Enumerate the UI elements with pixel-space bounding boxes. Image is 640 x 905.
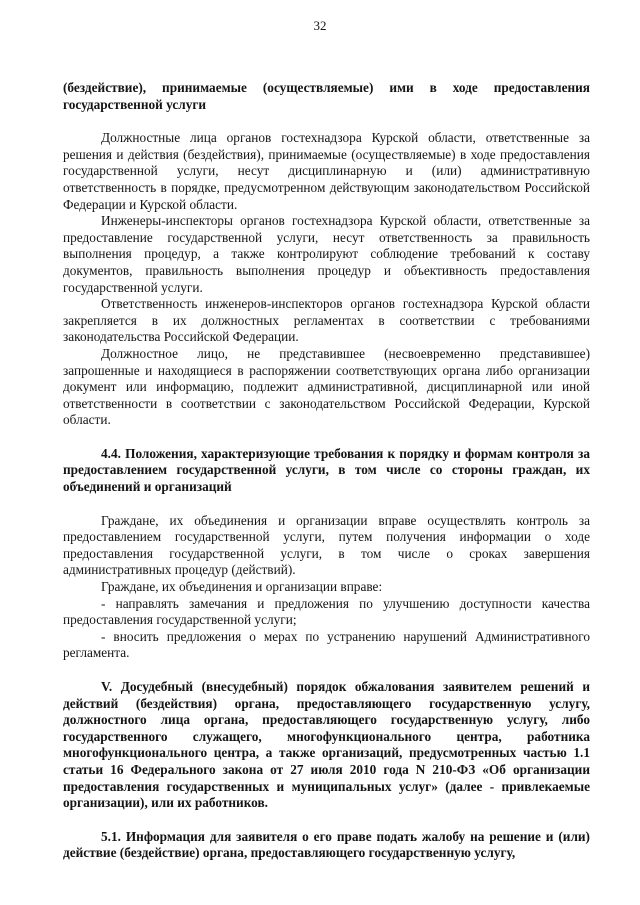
section-5-heading: V. Досудебный (внесудебный) порядок обжалования заявителем решений и действий (бездействия) органа, предоставляющего государственную услугу, должностного лица органа, предоставляющего государственную услугу, либо государственного служащего, многофункционального центра, работника многофункционального центра, а также организаций, предусмотренных частью 1.1 статьи 16 Федерального закона от 27 июля 2010 года N 210-ФЗ «Об организации предоставления государственных и муниципальных услуг» (далее - привлекаемые организации), или их работников. [63, 679, 590, 811]
section-heading-continued: (бездействие), принимаемые (осуществляемые) ими в ходе предоставления государственной услуги [63, 80, 590, 112]
paragraph-officials-responsibility: Должностные лица органов гостехнадзора Курской области, ответственные за решения и действия (бездействия), принимаемые (осуществляемые) в ходе предоставления государственной услуги, несут дисциплинарную и (или) административную ответственность в порядке, предусмотренном действующим законодательством Российской Федерации и Курской области. [63, 130, 590, 212]
section-4-4-heading: 4.4. Положения, характеризующие требования к порядку и формам контроля за предоставлением государственной услуги, в том числе со стороны граждан, их объединений и организаций [63, 445, 590, 495]
page-number: 32 [313, 18, 327, 33]
list-item-remarks: - направлять замечания и предложения по улучшению доступности качества предоставления государственной услуги; [63, 595, 590, 628]
paragraph-document-failure: Должностное лицо, не представившее (несвоевременно представившее) запрошенные и находящиеся в распоряжении соответствующих органа либо организации документ или информацию, подлежит административной, дисциплинарной или иной ответственности в соответствии с законодательством Российской Федерации, Курской области. [63, 345, 590, 428]
section-5-1-heading: 5.1. Информация для заявителя о его праве подать жалобу на решение и (или) действие (бездействие) органа, предоставляющего государственную услугу, [63, 828, 590, 861]
list-item-proposals: - вносить предложения о мерах по устранению нарушений Административного регламента. [63, 628, 590, 661]
section-4-4-paragraph-2: Граждане, их объединения и организации вправе: [101, 579, 383, 595]
section-4-4-paragraph-1: Граждане, их объединения и организации вправе осуществлять контроль за предоставлением государственной услуги, путем получения информации о ходе предоставления государственной услуги, в том числе о сроках завершения административных процедур (действий). [63, 512, 590, 578]
document-body [63, 80, 590, 862]
paragraph-inspectors-responsibility: Инженеры-инспекторы органов гостехнадзора Курской области, ответственные за предоставление государственной услуги, несут ответственность за правильность выполнения процедур, а также контролируют соблюдение требований к составу документов, правильность выполнения процедур и объективность предоставления государственной услуги. [63, 213, 590, 295]
paragraph-job-regulations: Ответственность инженеров-инспекторов органов гостехнадзора Курской области закрепляется в их должностных регламентах в соответствии с требованиями законодательства Российской Федерации. [63, 296, 590, 345]
